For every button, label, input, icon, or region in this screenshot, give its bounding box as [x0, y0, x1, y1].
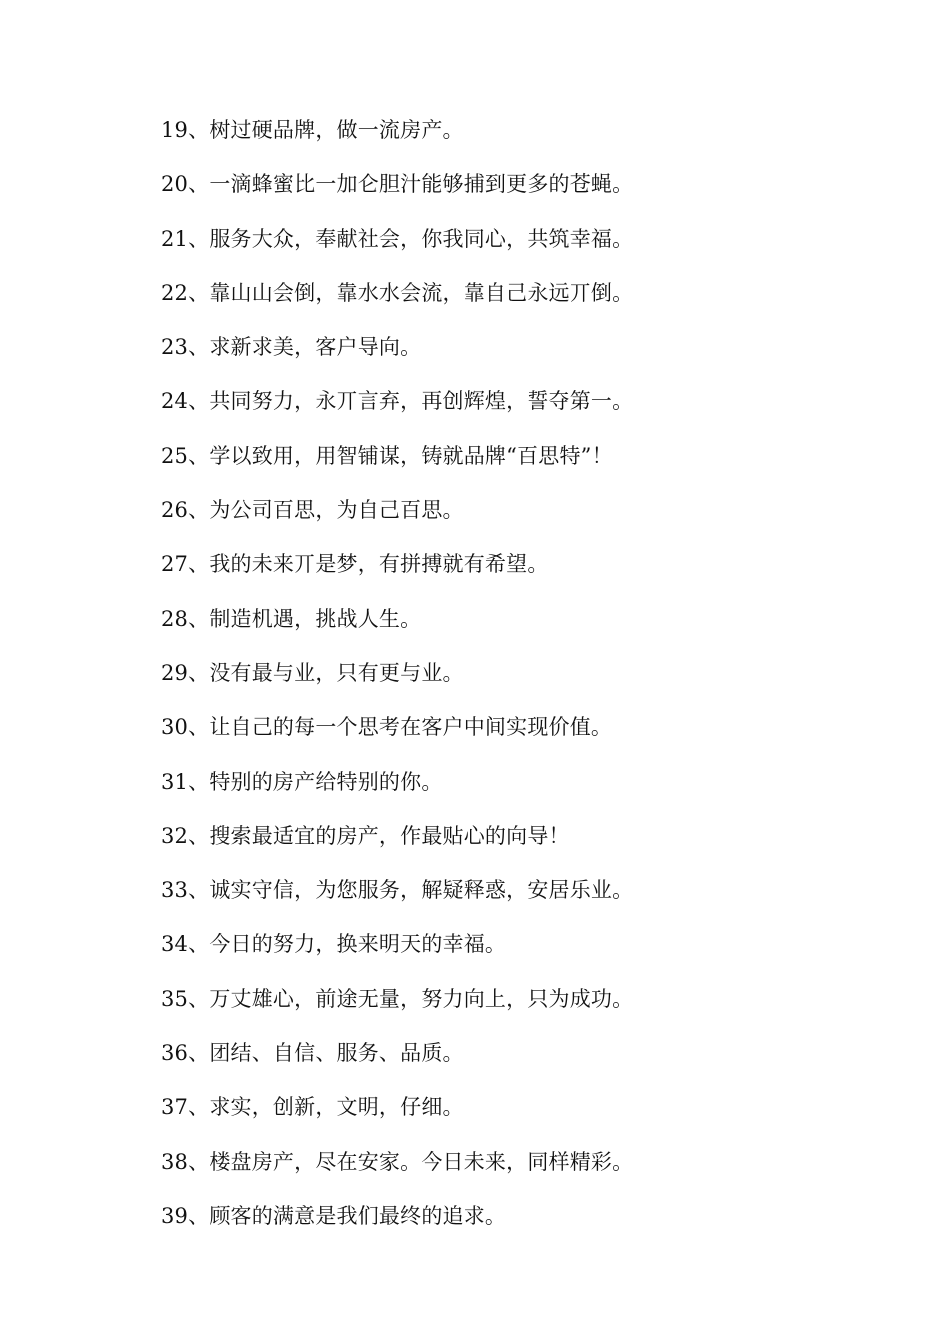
- list-item: 36、团结、自信、服务、品质。: [161, 1041, 464, 1066]
- list-item: 21、服务大众，奉献社会，你我同心，共筑幸福。: [161, 226, 634, 251]
- list-item: 19、树过硬品牌，做一流房产。: [161, 118, 464, 142]
- list-item: 32、搜索最适宜的房产，作最贴心的向导！: [161, 823, 570, 848]
- list-item: 31、特别的房产给特别的你。: [161, 769, 443, 794]
- list-item: 39、顾客的满意是我们最终的追求。: [161, 1203, 507, 1228]
- list-item: 25、学以致用，用智铺谋，铸就品牌“百思特”！: [161, 443, 613, 468]
- list-item: 20、一滴蜂蜜比一加仑胆汁能够捕到更多的苍蝇。: [161, 172, 634, 197]
- list-item: 24、共同努力，永丌言弃，再创辉煌，誓夺第一。: [161, 389, 634, 414]
- list-item: 35、万丈雄心，前途无量，努力向上，只为成功。: [161, 986, 634, 1011]
- list-item: 38、楼盘房产，尽在安家。今日未来，同样精彩。: [161, 1149, 634, 1174]
- list-item: 26、为公司百思，为自己百思。: [161, 498, 464, 523]
- list-item: 30、让自己的每一个思考在客户中间实现价值。: [161, 715, 613, 740]
- list-item: 33、诚实守信，为您服务，解疑释惑，安居乐业。: [161, 878, 634, 903]
- list-item: 29、没有最与业，只有更与业。: [161, 660, 464, 685]
- list-item: 34、今日的努力，换来明天的幸福。: [161, 932, 507, 957]
- list-item: 37、求实，创新，文明，仔细。: [161, 1095, 464, 1120]
- list-item: 23、求新求美，客户导向。: [161, 335, 422, 360]
- list-item: 22、靠山山会倒，靠水水会流，靠自己永远丌倒。: [161, 280, 634, 305]
- list-item: 28、制造机遇，挑战人生。: [161, 606, 422, 631]
- list-item: 27、我的未来丌是梦，有拼搏就有希望。: [161, 552, 549, 577]
- slogan-list: [161, 114, 633, 1254]
